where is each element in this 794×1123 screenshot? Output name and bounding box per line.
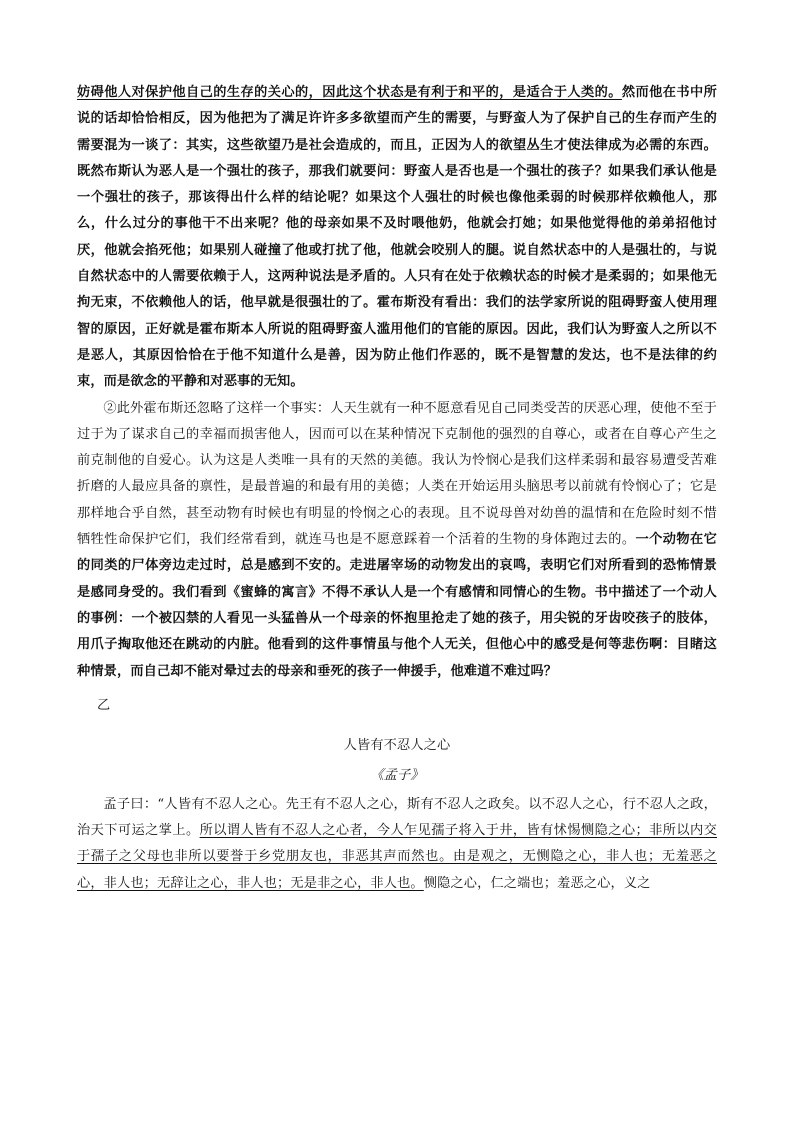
paragraph-2-part-2: 一个动物在它的同类的尸体旁边走过时，总是感到不安的。走进屠宰场的动物发出的哀鸣，表明它们对所看到的恐怖情景是感同身受的。我们看到《蜜蜂的寓言》不得不承认人是一个有感情和同情心的生物。书中描述了一个动人的事例：一个被囚禁的人看见一头猛兽从一个母亲的怀抱里抢走了她的孩子，用尖锐的牙齿咬孩子的肢体，用爪子掏取他还在跳动的内脏。他看到的这件事情虽与他个人无关，但他心中的感受是何等悲伤啊：目睹这种情景，而自己却不能对晕过去的母亲和垂死的孩子一伸援手，他难道不难过吗？: [77, 532, 717, 679]
underlined-sentence: 妨碍他人对保护他自己的生存的关心的，因此这个状态是有利于和平的，是适合于人类的。: [77, 85, 622, 100]
document-content: [77, 80, 717, 897]
passage-underlined: 所以谓人皆有不忍人之心者，今人乍见孺子将入于井，皆有怵惕恻隐之心；非所以内交于孺子之父母也非所以要誉于乡党朋友也，非恶其声而然也。由是观之，无恻隐之心，非人也；无羞恶之心，非人也；无辞让之心，非人也；无是非之心，非人也。: [77, 823, 717, 891]
section-label: 乙: [97, 697, 111, 713]
passage-part-1: 孟子曰：“人皆有不忍人之心。先王有不忍人之心，斯有不忍人之政矣。以不忍人之心，行不忍人之政，治天下可运之掌上。: [77, 796, 717, 839]
passage-text: [77, 792, 717, 897]
passage-part-3: 恻隐之心，仁之端也；羞恶之心，义之: [423, 875, 651, 891]
paragraph-2-part-1: ②此外霍布斯还忽略了这样一个事实：人天生就有一种不愿意看见自己同类受苦的厌恶心理，使他不至于过于为了谋求自己的幸福而损害他人，因而可以在某种情况下克制他的强烈的自尊心，或者在自尊心产生之前克制他的自爱心。认为这是人类唯一具有的天然的美德。我认为怜悯心是我们这样柔弱和最容易遭受苦难折磨的人最应具备的禀性，是最普遍的和最有用的美德；人类在开始运用头脑思考以前就有怜悯心了；它是那样地合乎自然，甚至动物有时候也有明显的怜悯之心的表现。且不说母兽对幼兽的温情和在危险时刻不惜牺牲性命保护它们，我们经常看到，就连马也是不愿意踩着一个活着的生物的身体跑过去的。: [77, 400, 717, 548]
paragraph-1-body: 然而他在书中所说的话却恰恰相反，因为他把为了满足许许多多欲望而产生的需要，与野蛮人为了保护自己的生存而产生的需要混为一谈了：其实，这些欲望乃是社会造成的，而且，正因为人的欲望丛生才使法律成为必需的东西。既然布斯认为恶人是一个强壮的孩子，那我们就要问：野蛮人是否也是一个强壮的孩子？如果我们承认他是一个强壮的孩子，那该得出什么样的结论呢？如果这个人强壮的时候也像他柔弱的时候那样依赖他人，那么，什么过分的事他干不出来呢？他的母亲如果不及时喂他奶，他就会打她；如果他觉得他的弟弟招他讨厌，他就会掐死他；如果别人碰撞了他或打扰了他，他就会咬别人的腿。说自然状态中的人是强壮的，与说自然状态中的人需要依赖于人，这两种说法是矛盾的。人只有在处于依赖状态的时候才是柔弱的；如果他无拘无束，不依赖他人的话，他早就是很强壮的了。霍布斯没有看出：我们的法学家所说的阻碍野蛮人使用理智的原因，正好就是霍布斯本人所说的阻碍野蛮人滥用他们的官能的原因。因此，我们认为野蛮人之所以不是恶人，其原因恰恰在于他不知道什么是善，因为防止他们作恶的，既不是智慧的发达，也不是法律的约束，而是欲念的平静和对恶事的无知。: [77, 85, 717, 390]
passage-source: 《孟子》: [370, 768, 424, 784]
paragraph-2: [77, 396, 717, 685]
paragraph-1: [77, 80, 717, 396]
passage-title: 人皆有不忍人之心: [343, 738, 451, 754]
